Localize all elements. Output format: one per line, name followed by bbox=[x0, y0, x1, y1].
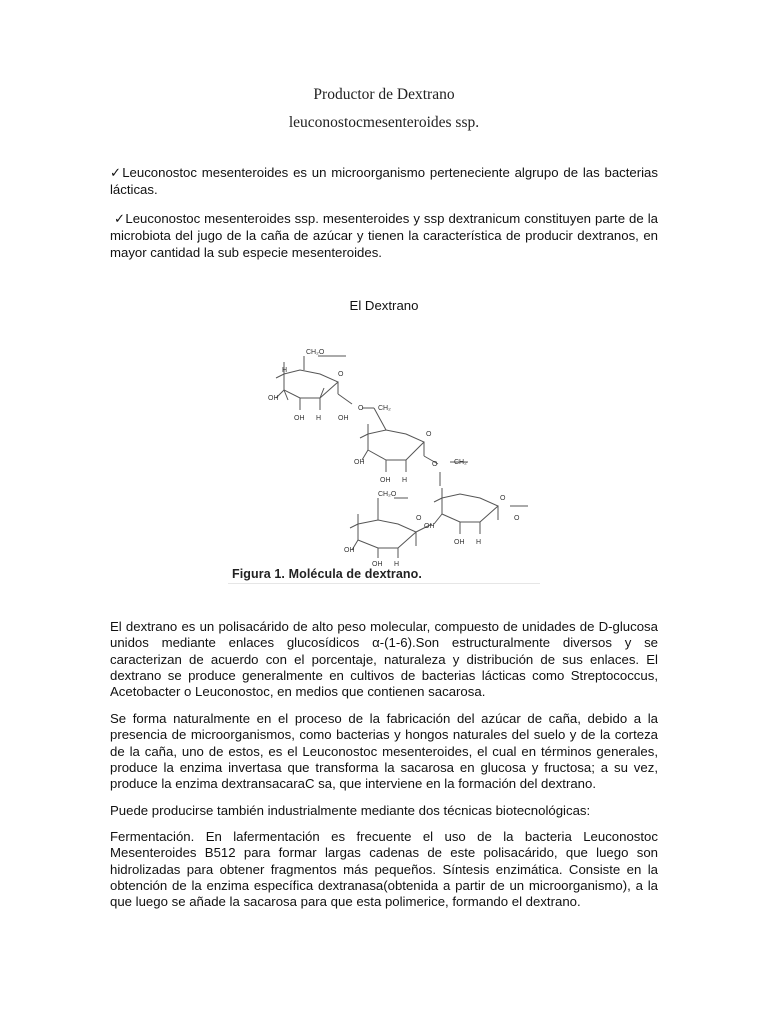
document-subtitle: leuconostocmesenteroides ssp. bbox=[288, 114, 480, 131]
oh-label: OH bbox=[268, 395, 279, 402]
glucose-ring-4 bbox=[350, 498, 432, 558]
checkmark-icon: ✓ bbox=[114, 212, 126, 227]
h-label: H bbox=[282, 367, 288, 374]
glucose-ring-2 bbox=[360, 408, 468, 472]
o-label: O bbox=[432, 461, 438, 468]
figure-caption: Figura 1. Molécula de dextrano. bbox=[232, 567, 422, 581]
atom-labels bbox=[268, 349, 520, 568]
o-label: O bbox=[416, 515, 422, 522]
oh-label: OH bbox=[338, 415, 349, 422]
ch2o-label: CH₂O bbox=[378, 491, 397, 498]
oh-label: OH bbox=[424, 523, 435, 530]
oh-label: OH bbox=[454, 539, 465, 546]
document-title: Productor de Dextrano bbox=[313, 86, 455, 103]
dextran-structure-diagram bbox=[228, 338, 540, 586]
paragraph-dextran-definition: El dextrano es un polisacárido de alto peso molecular, compuesto de unidades de D-glucosa unidos mediante enlaces glucosídicos α-(1-6).Son estructuralmente diversos y se caracterizan de acuerdo con el porcentaje, naturaleza y distribución de sus enlaces. El dextrano se produce generalmente en cultivos de bacterias lácticas como Streptococcus, Acetobacter o Leuconostoc, en medios que contienen sacarosa. bbox=[110, 619, 658, 700]
oh-label: OH bbox=[294, 415, 305, 422]
o-label: O bbox=[338, 371, 344, 378]
ch2-label: CH₂ bbox=[454, 459, 467, 466]
h-label: H bbox=[476, 539, 482, 546]
bullet-text: Leuconostoc mesenteroides es un microorganismo perteneciente algrupo de las bacterias lácticas. bbox=[110, 165, 658, 198]
ch2-label: CH₂ bbox=[378, 405, 391, 412]
bullet-text: Leuconostoc mesenteroides ssp. mesenteroides y ssp dextranicum constituyen parte de la microbiota del jugo de la caña de azúcar y tienen la característica de producir dextranos, en mayor cantidad la sub especie mesenteroides. bbox=[110, 211, 658, 260]
checkmark-icon: ✓ bbox=[110, 166, 123, 181]
paragraph-industrial-intro: Puede producirse también industrialmente mediante dos técnicas biotecnológicas: bbox=[110, 803, 591, 818]
o-label: O bbox=[514, 515, 520, 522]
oh-label: OH bbox=[354, 459, 365, 466]
h-label: H bbox=[394, 561, 400, 568]
dextran-molecule-figure bbox=[228, 338, 540, 586]
oh-label: OH bbox=[344, 547, 355, 554]
o-label: O bbox=[426, 431, 432, 438]
o-label: O bbox=[500, 495, 506, 502]
o-label: O bbox=[358, 405, 364, 412]
glucose-ring-1 bbox=[276, 356, 352, 410]
oh-label: OH bbox=[372, 561, 383, 568]
bullet-paragraph-2 bbox=[110, 211, 658, 261]
figure-bottom-rule bbox=[228, 583, 540, 584]
oh-label: OH bbox=[380, 477, 391, 484]
h-label: H bbox=[402, 477, 408, 484]
paragraph-natural-formation: Se forma naturalmente en el proceso de la fabricación del azúcar de caña, debido a la presencia de microorganismos, como bacterias y hongos naturales del suelo y de la corteza de la caña, uno de estos, es el Leuconostoc mesenteroides, el cual en términos generales, produce la enzima invertasa que transforma la sacarosa en glucosa y fructosa; a su vez, produce la enzima dextransacaraC sa, que interviene en la formación del dextrano. bbox=[110, 711, 658, 792]
ch2o-label: CH₂O bbox=[306, 349, 325, 356]
paragraph-fermentation: Fermentación. En lafermentación es frecuente el uso de la bacteria Leuconostoc Mesenteroides B512 para formar largas cadenas de este polisacárido, que luego son hidrolizadas para obtener fragmentos más pequeños. Síntesis enzimática. Consiste en la obtención de la enzima específica dextranasa(obtenida a partir de un microorganismo), a la que luego se añade la sacarosa para que esta polimerice, formando el dextrano. bbox=[110, 829, 658, 910]
bullet-paragraph-1 bbox=[110, 165, 658, 199]
h-label: H bbox=[316, 415, 322, 422]
glucose-ring-3 bbox=[434, 472, 528, 534]
section-title: El Dextrano bbox=[349, 298, 419, 313]
